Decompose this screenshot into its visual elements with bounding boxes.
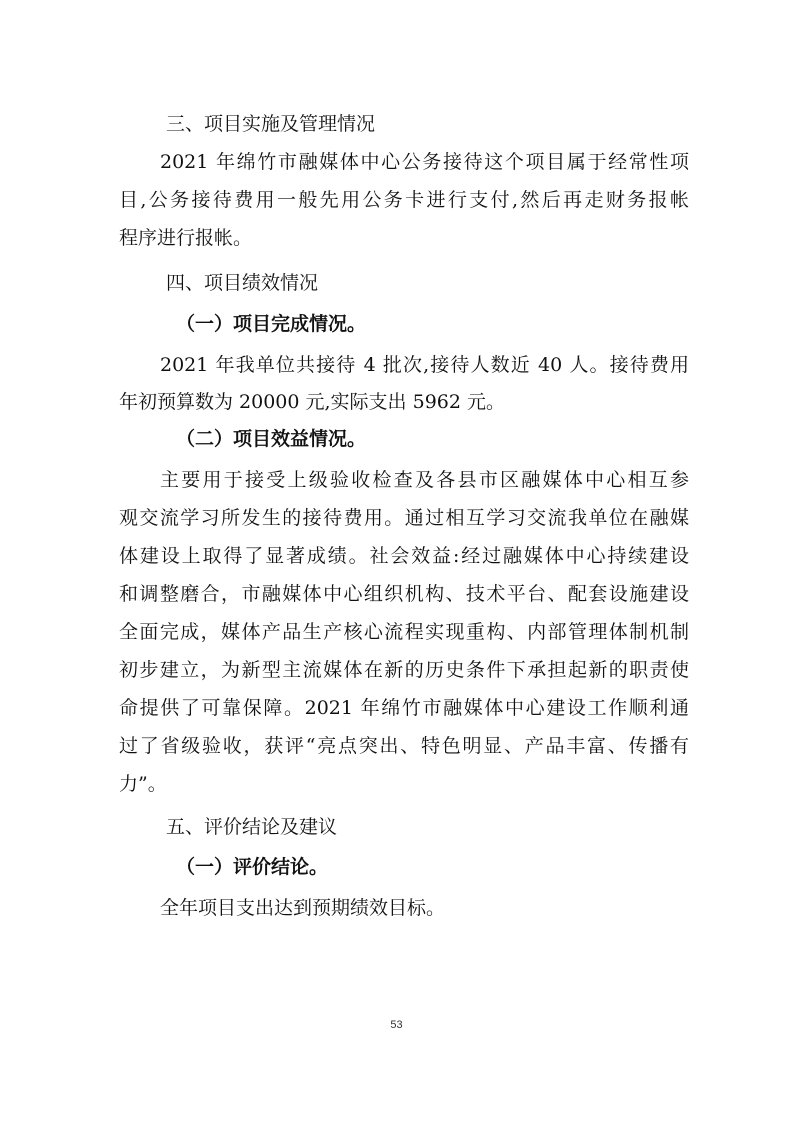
paragraph-line: 2021 年我单位共接待 4 批次,接待人数近 40 人。接待费用	[160, 354, 689, 376]
section-3-heading: 三、项目实施及管理情况	[166, 113, 376, 135]
paragraph-line: 初步建立，为新型主流媒体在新的历史条件下承担起新的职责使	[119, 659, 689, 681]
paragraph-line: 目,公务接待费用一般先用公务卡进行支付,然后再走财务报帐	[119, 189, 689, 211]
paragraph-line: 和调整磨合，市融媒体中心组织机构、技术平台、配套设施建设	[119, 583, 689, 605]
paragraph-line: 年初预算数为 20000 元,实际支出 5962 元。	[119, 391, 505, 413]
section-4-subheading-1: （一）项目完成情况。	[176, 313, 367, 335]
section-5-subheading-1: （一）评价结论。	[176, 856, 329, 878]
paragraph-line: 过了省级验收，获评“亮点突出、特色明显、产品丰富、传播有	[119, 735, 689, 757]
section-4-heading: 四、项目绩效情况	[166, 272, 319, 294]
section-4-subheading-2: （二）项目效益情况。	[176, 428, 367, 450]
paragraph-line: 观交流学习所发生的接待费用。通过相互学习交流我单位在融媒	[119, 507, 689, 529]
paragraph-line: 体建设上取得了显著成绩。社会效益:经过融媒体中心持续建设	[119, 545, 689, 567]
page-number: 53	[390, 1019, 403, 1031]
paragraph-line: 全面完成，媒体产品生产核心流程实现重构、内部管理体制机制	[119, 621, 689, 643]
paragraph-line: 主要用于接受上级验收检查及各县市区融媒体中心相互参	[160, 469, 689, 491]
paragraph-line: 2021 年绵竹市融媒体中心公务接待这个项目属于经常性项	[160, 151, 689, 173]
paragraph-line: 力”。	[119, 773, 167, 795]
paragraph-line: 命提供了可靠保障。2021 年绵竹市融媒体中心建设工作顺利通	[119, 697, 689, 719]
section-5-heading: 五、评价结论及建议	[166, 816, 338, 838]
paragraph-line: 程序进行报帐。	[119, 227, 253, 249]
paragraph-line: 全年项目支出达到预期绩效目标。	[160, 897, 446, 919]
